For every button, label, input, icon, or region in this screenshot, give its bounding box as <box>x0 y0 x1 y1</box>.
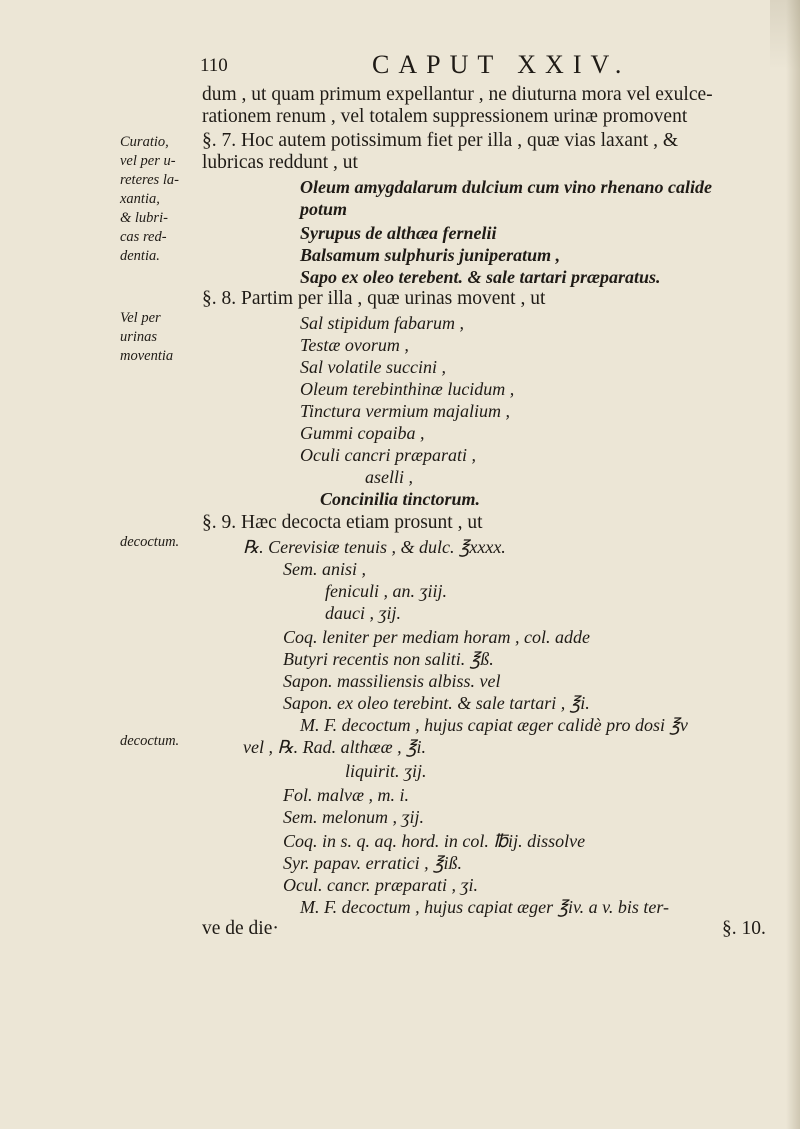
remedy-line: Testæ ovorum , <box>300 335 409 355</box>
margin-note-decoctum-1: decoctum. <box>120 534 180 550</box>
remedy-line: Oleum amygdalarum dulcium cum vino rhenano calide <box>300 177 713 197</box>
text-line: lubricas reddunt , ut <box>202 152 358 173</box>
remedy-line: Tinctura vermium majalium , <box>300 401 510 421</box>
remedy-line: Sal volatile succini , <box>300 357 446 377</box>
recipe-line: M. F. decoctum , hujus capiat æger ℥iv. a v. bis ter- <box>300 897 669 917</box>
recipe-line: dauci , ʒij. <box>325 603 401 623</box>
recipe-line: Sapon. massiliensis albiss. vel <box>283 671 501 691</box>
margin-line: moventia <box>120 348 174 364</box>
remedy-line: Sal stipidum fabarum , <box>300 313 465 333</box>
page-edge-shadow <box>786 0 800 1129</box>
margin-line: Curatio, <box>120 134 169 150</box>
text-line: rationem renum , vel totalem suppressionem urinæ promovent <box>202 106 688 127</box>
remedy-line: potum <box>300 199 348 219</box>
recipe-line: Coq. leniter per mediam horam , col. adde <box>283 627 590 647</box>
text-line: §. 8. Partim per illa , quæ urinas movent , ut <box>202 288 546 309</box>
recipe-line: ℞. Cerevisiæ tenuis , & dulc. ℥xxxx. <box>243 537 506 557</box>
page-corner-shadow <box>770 0 800 70</box>
recipe-line: feniculi , an. ʒiij. <box>325 581 447 601</box>
recipe-line: liquirit. ʒij. <box>345 761 427 781</box>
remedy-line: Balsamum sulphuris juniperatum , <box>300 245 561 265</box>
recipe-line: Coq. in s. q. aq. hord. in col. ℔ij. dissolve <box>283 831 586 851</box>
page-number: 110 <box>200 55 228 76</box>
remedy-line: Syrupus de althæa fernelii <box>300 223 497 243</box>
margin-line: urinas <box>120 329 158 345</box>
remedy-line: Concinilia tinctorum. <box>320 489 481 509</box>
recipe-line: Fol. malvæ , m. i. <box>283 785 409 805</box>
remedy-line: Oleum terebinthinæ lucidum , <box>300 379 515 399</box>
remedy-line: Gummi copaiba , <box>300 423 425 443</box>
remedy-line: Sapo ex oleo terebent. & sale tartari præparatus. <box>300 267 661 287</box>
recipe-line: vel , ℞. Rad. althææ , ℥i. <box>243 737 427 757</box>
recipe-line: Sem. melonum , ʒij. <box>283 807 424 827</box>
text-line: §. 9. Hæc decocta etiam prosunt , ut <box>202 512 483 533</box>
recipe-line: M. F. decoctum , hujus capiat æger calidè pro dosi ℥v <box>300 715 688 735</box>
text-line: ve de die· <box>202 918 279 939</box>
remedy-line: aselli , <box>365 467 413 487</box>
page-title: CAPUT XXIV. <box>372 50 631 79</box>
remedy-line: Oculi cancri præparati , <box>300 445 476 465</box>
margin-line: vel per u- <box>120 153 176 169</box>
margin-line: xantia, <box>120 191 160 207</box>
recipe-line: Syr. papav. erratici , ℥iß. <box>283 853 463 873</box>
margin-line: dentia. <box>120 248 160 264</box>
recipe-line: Ocul. cancr. præparati , ʒi. <box>283 875 478 895</box>
margin-note-curatio <box>120 133 179 266</box>
recipe-line: Sapon. ex oleo terebint. & sale tartari , ℥i. <box>283 693 590 713</box>
margin-note-vel-per <box>120 309 173 366</box>
catchword: §. 10. <box>722 918 766 939</box>
text-line: §. 7. Hoc autem potissimum fiet per illa , quæ vias laxant , & <box>202 130 679 151</box>
margin-note-decoctum-2: decoctum. <box>120 733 180 749</box>
margin-line: reteres la- <box>120 172 179 188</box>
margin-line: cas red- <box>120 229 167 245</box>
margin-line: Vel per <box>120 310 161 326</box>
recipe-line: Butyri recentis non saliti. ℥ß. <box>283 649 494 669</box>
margin-line: & lubri- <box>120 210 168 226</box>
recipe-line: Sem. anisi , <box>283 559 366 579</box>
text-line: dum , ut quam primum expellantur , ne diuturna mora vel exulce- <box>202 84 713 105</box>
